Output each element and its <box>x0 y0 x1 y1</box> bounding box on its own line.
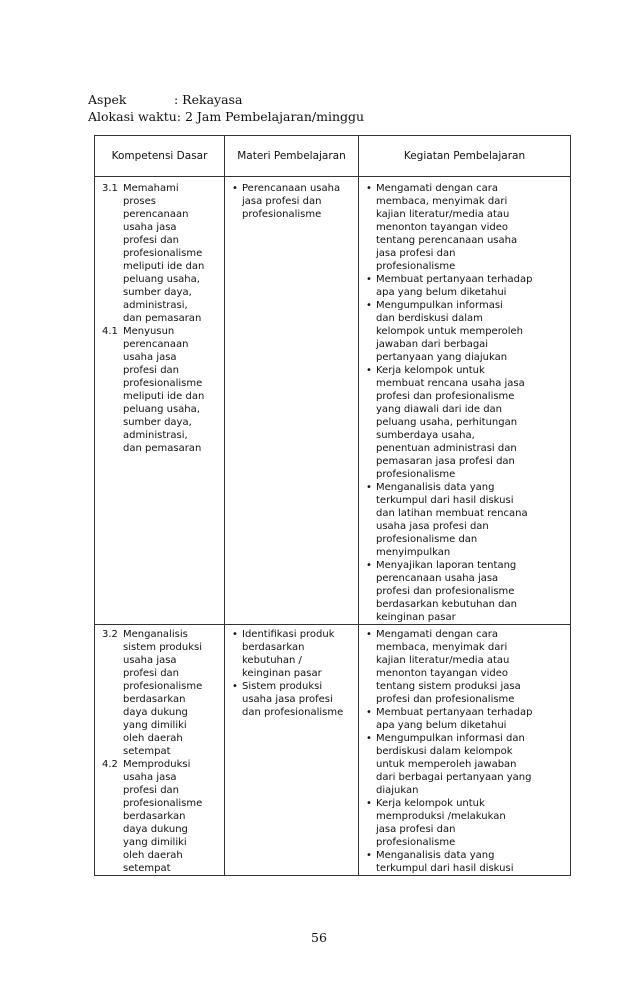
text-line: tentang perencanaan usaha <box>376 235 518 246</box>
text-line: dan pemasaran <box>123 443 202 454</box>
bullet-icon: • <box>366 183 372 194</box>
kegiatan-cell <box>359 625 571 876</box>
text-line: pertanyaan yang diajukan <box>376 352 508 363</box>
text-line: berdasarkan <box>123 694 186 705</box>
text-line: peluang usaha, <box>123 404 200 415</box>
text-line: jawaban dari berbagai <box>376 339 489 350</box>
kd-number: 4.1 <box>102 326 118 337</box>
table-header-row <box>95 136 571 177</box>
list-item <box>362 182 568 273</box>
list-item-text <box>376 299 564 364</box>
text-line: dan berdiskusi dalam <box>376 313 483 324</box>
text-line: Menganalisis <box>123 629 188 640</box>
list-item-text <box>376 797 564 849</box>
text-line: Menyusun <box>123 326 175 337</box>
text-line: Mengumpulkan informasi <box>376 300 503 311</box>
list-item-text <box>376 706 564 732</box>
kd-text <box>123 325 207 455</box>
text-line: usaha jasa <box>123 772 177 783</box>
text-line: pemasaran jasa profesi dan <box>376 456 515 467</box>
aspek-row <box>88 92 364 109</box>
text-line: Membuat pertanyaan terhadap <box>376 274 533 285</box>
aspek-value: : Rekayasa <box>174 92 243 107</box>
list-item-text <box>376 849 564 875</box>
kd-text <box>123 182 207 325</box>
kd-number: 4.2 <box>102 759 118 770</box>
text-line: administrasi, <box>123 300 188 311</box>
text-line: kelompok untuk memperoleh <box>376 326 523 337</box>
text-line: profesi dan profesionalisme <box>376 586 515 597</box>
list-item <box>362 797 568 849</box>
list-item-text <box>376 732 564 797</box>
alokasi-row <box>88 109 364 126</box>
list-item <box>362 849 568 875</box>
header-materi-pembelajaran: Materi Pembelajaran <box>225 136 359 177</box>
text-line: profesi dan <box>123 235 180 246</box>
text-line: Memproduksi <box>123 759 191 770</box>
text-line: profesi dan <box>123 668 180 679</box>
text-line: sumberdaya usaha, <box>376 430 475 441</box>
text-line: diajukan <box>376 785 419 796</box>
text-line: setempat <box>123 746 171 757</box>
text-line: profesionalisme <box>123 798 203 809</box>
text-line: dan profesionalisme <box>242 707 344 718</box>
text-line: kebutuhan / <box>242 655 302 666</box>
text-line: Sistem produksi <box>242 681 323 692</box>
text-line: dan pemasaran <box>123 313 202 324</box>
kd-number: 3.1 <box>102 183 118 194</box>
text-line: sistem produksi <box>123 642 203 653</box>
table-row <box>95 625 571 876</box>
text-line: profesi dan profesionalisme <box>376 694 515 705</box>
text-line: memproduksi /melakukan <box>376 811 506 822</box>
text-line: jasa profesi dan <box>376 824 456 835</box>
list-item-text <box>376 273 564 299</box>
text-line: menonton tayangan video <box>376 222 508 233</box>
text-line: membuat rencana usaha jasa <box>376 378 525 389</box>
text-line: menonton tayangan video <box>376 668 508 679</box>
list-item <box>228 182 356 221</box>
text-line: keinginan pasar <box>242 668 322 679</box>
document-header <box>88 92 364 125</box>
text-line: jasa profesi dan <box>376 248 456 259</box>
text-line: dan latihan membuat rencana <box>376 508 528 519</box>
list-item <box>228 628 356 680</box>
text-line: peluang usaha, <box>123 274 200 285</box>
bullet-icon: • <box>232 681 238 692</box>
text-line: perencanaan <box>123 339 189 350</box>
text-line: Mengumpulkan informasi dan <box>376 733 525 744</box>
text-line: untuk memperoleh jawaban <box>376 759 517 770</box>
kompetensi-dasar-cell <box>95 177 225 625</box>
text-line: profesionalisme <box>376 261 456 272</box>
text-line: menyimpulkan <box>376 547 451 558</box>
text-line: Identifikasi produk <box>242 629 335 640</box>
text-line: dari berbagai pertanyaan yang <box>376 772 532 783</box>
text-line: profesionalisme dan <box>376 534 478 545</box>
kegiatan-cell <box>359 177 571 625</box>
text-line: profesi dan profesionalisme <box>376 391 515 402</box>
text-line: proses <box>123 196 156 207</box>
text-line: daya dukung <box>123 824 188 835</box>
kd-item <box>102 325 222 455</box>
list-item-text <box>376 182 564 273</box>
text-line: profesionalisme <box>376 469 456 480</box>
bullet-icon: • <box>366 850 372 861</box>
text-line: daya dukung <box>123 707 188 718</box>
kompetensi-dasar-cell <box>95 625 225 876</box>
text-line: keinginan pasar <box>376 612 456 623</box>
list-item-text <box>376 481 564 559</box>
text-line: Kerja kelompok untuk <box>376 798 485 809</box>
text-line: perencanaan usaha jasa <box>376 573 499 584</box>
text-line: penentuan administrasi dan <box>376 443 517 454</box>
bullet-icon: • <box>232 183 238 194</box>
text-line: berdasarkan kebutuhan dan <box>376 599 517 610</box>
list-item <box>362 706 568 732</box>
table-row <box>95 177 571 625</box>
text-line: profesi dan <box>123 785 180 796</box>
list-item-text <box>376 364 564 481</box>
text-line: profesionalisme <box>123 378 203 389</box>
list-item-text <box>242 182 355 221</box>
list-item <box>362 559 568 624</box>
text-line: Menyajikan laporan tentang <box>376 560 517 571</box>
bullet-icon: • <box>366 365 372 376</box>
text-line: usaha jasa <box>123 222 177 233</box>
text-line: usaha jasa profesi <box>242 694 333 705</box>
alokasi-value: : 2 Jam Pembelajaran/minggu <box>176 108 365 124</box>
bullet-icon: • <box>366 707 372 718</box>
bullet-icon: • <box>366 798 372 809</box>
list-item <box>362 273 568 299</box>
kd-item <box>102 182 222 325</box>
text-line: Kerja kelompok untuk <box>376 365 485 376</box>
page-number: 56 <box>311 930 327 945</box>
text-line: berdiskusi dalam kelompok <box>376 746 513 757</box>
text-line: sumber daya, <box>123 287 192 298</box>
bullet-icon: • <box>366 629 372 640</box>
text-line: profesionalisme <box>242 209 322 220</box>
text-line: perencanaan <box>123 209 189 220</box>
aspek-label: Aspek <box>88 92 127 107</box>
kd-text <box>123 628 207 758</box>
text-line: profesionalisme <box>123 681 203 692</box>
text-line: meliputi ide dan <box>123 391 205 402</box>
text-line: profesi dan <box>123 365 180 376</box>
text-line: terkumpul dari hasil diskusi <box>376 495 514 506</box>
materi-cell <box>225 625 359 876</box>
text-line: terkumpul dari hasil diskusi <box>376 863 514 874</box>
silabus-table <box>94 135 571 876</box>
text-line: yang diawali dari ide dan <box>376 404 503 415</box>
text-line: usaha jasa <box>123 655 177 666</box>
text-line: usaha jasa <box>123 352 177 363</box>
text-line: yang dimiliki <box>123 837 187 848</box>
text-line: peluang usaha, perhitungan <box>376 417 518 428</box>
text-line: jasa profesi dan <box>242 196 322 207</box>
text-line: Mengamati dengan cara <box>376 629 499 640</box>
text-line: Membuat pertanyaan terhadap <box>376 707 533 718</box>
text-line: yang dimiliki <box>123 720 187 731</box>
kd-number: 3.2 <box>102 629 118 640</box>
header-kompetensi-dasar: Kompetensi Dasar <box>95 136 225 177</box>
list-item <box>362 481 568 559</box>
list-item-text <box>376 628 564 706</box>
bullet-icon: • <box>366 482 372 493</box>
text-line: tentang sistem produksi jasa <box>376 681 521 692</box>
bullet-icon: • <box>366 560 372 571</box>
list-item-text <box>242 680 355 719</box>
text-line: sumber daya, <box>123 417 192 428</box>
text-line: kajian literatur/media atau <box>376 655 510 666</box>
text-line: usaha jasa profesi dan <box>376 521 489 532</box>
text-line: apa yang belum diketahui <box>376 287 507 298</box>
text-line: kajian literatur/media atau <box>376 209 510 220</box>
kd-item <box>102 758 222 875</box>
text-line: apa yang belum diketahui <box>376 720 507 731</box>
text-line: Menganalisis data yang <box>376 482 495 493</box>
text-line: berdasarkan <box>242 642 305 653</box>
text-line: administrasi, <box>123 430 188 441</box>
text-line: profesionalisme <box>376 837 456 848</box>
text-line: meliputi ide dan <box>123 261 205 272</box>
materi-cell <box>225 177 359 625</box>
text-line: setempat <box>123 863 171 874</box>
text-line: Menganalisis data yang <box>376 850 495 861</box>
bullet-icon: • <box>366 274 372 285</box>
kd-text <box>123 758 207 875</box>
text-line: oleh daerah <box>123 850 183 861</box>
list-item <box>362 364 568 481</box>
text-line: profesionalisme <box>123 248 203 259</box>
header-kegiatan-pembelajaran: Kegiatan Pembelajaran <box>359 136 571 177</box>
text-line: oleh daerah <box>123 733 183 744</box>
text-line: Perencanaan usaha <box>242 183 341 194</box>
bullet-icon: • <box>366 733 372 744</box>
list-item <box>228 680 356 719</box>
text-line: berdasarkan <box>123 811 186 822</box>
alokasi-label: Alokasi waktu <box>88 108 177 124</box>
text-line: Mengamati dengan cara <box>376 183 499 194</box>
list-item <box>362 732 568 797</box>
text-line: membaca, menyimak dari <box>376 642 508 653</box>
list-item-text <box>242 628 355 680</box>
list-item-text <box>376 559 564 624</box>
list-item <box>362 628 568 706</box>
bullet-icon: • <box>366 300 372 311</box>
text-line: Memahami <box>123 183 179 194</box>
list-item <box>362 299 568 364</box>
text-line: membaca, menyimak dari <box>376 196 508 207</box>
bullet-icon: • <box>232 629 238 640</box>
kd-item <box>102 628 222 758</box>
